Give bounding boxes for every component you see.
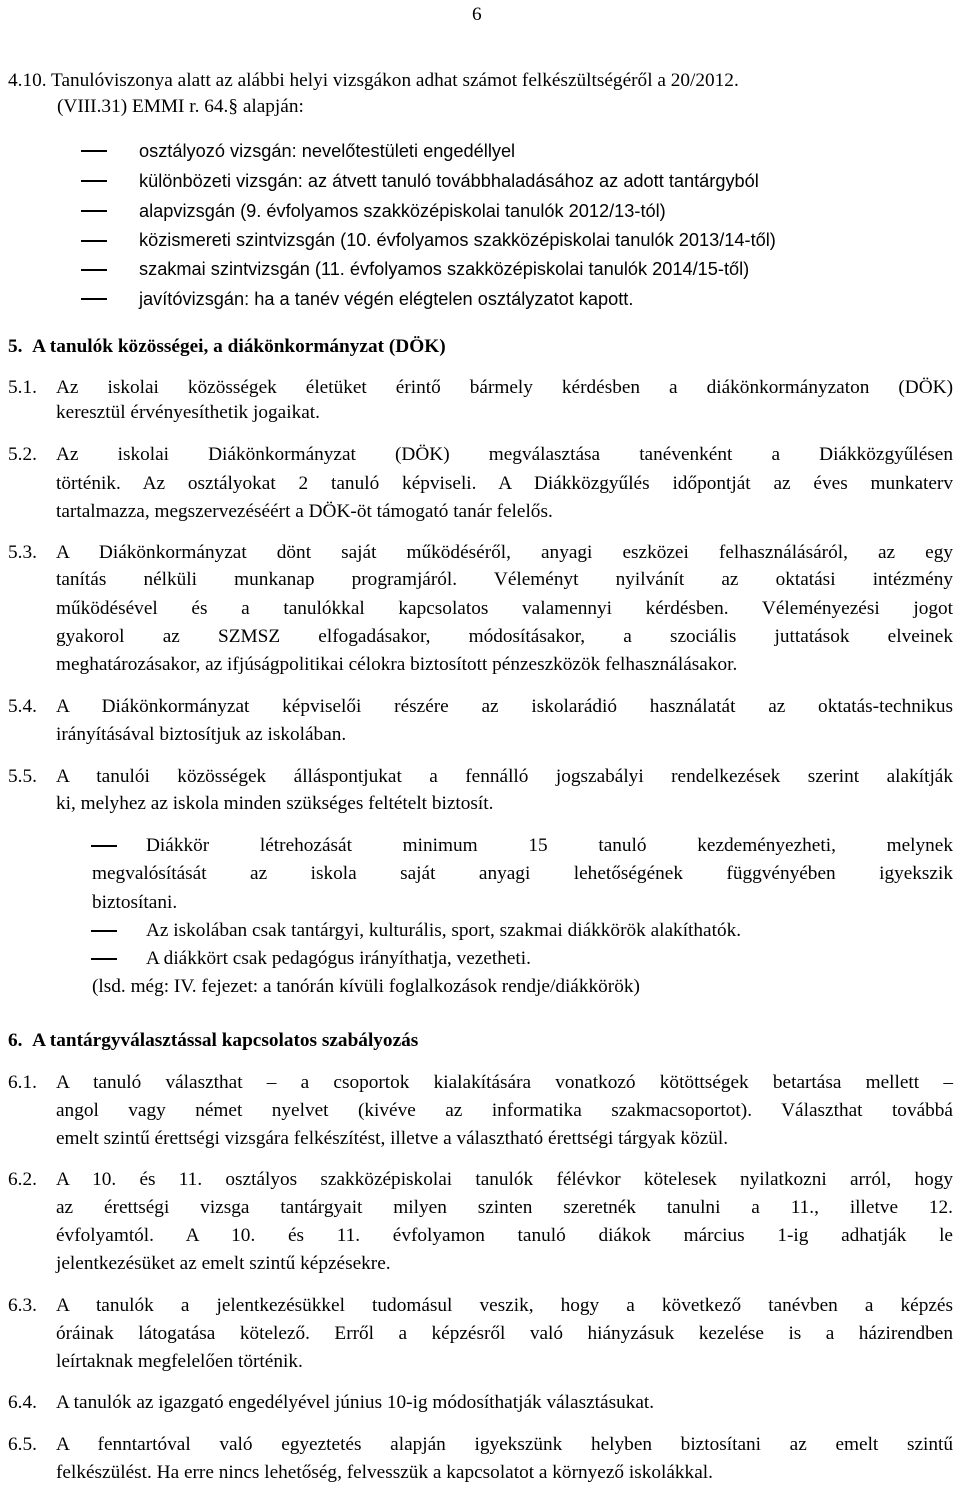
text-line: évfolyamtól. A 10. és 11. évfolyamon tanuló diákok március 1-ig adhatják le [56,1225,953,1246]
text-line: megvalósítását az iskola saját anyagi lehetőségének függvényében igyekszik [92,863,953,884]
text-line: emelt szintű érettségi vizsgára felkészítést, illetve a választható érettségi tárgyak közül. [56,1128,729,1149]
section-heading-5 [8,334,446,360]
text-line: angol vagy német nyelvet (kivéve az informatika szakmacsoportot). Választhat továbbá [56,1100,953,1121]
text-line: A Diákönkormányzat dönt saját működéséről, anyagi eszközei felhasználásáról, az egy [56,542,953,563]
text-line: A Diákönkormányzat képviselői részére az iskolarádió használatát az oktatás-technikus [56,696,953,717]
list-item: különbözeti vizsgán: az átvett tanuló továbbhaladásához az adott tantárgyból [139,171,759,191]
dash-bullet-icon [81,210,107,212]
text-line: felkészülést. Ha erre nincs lehetőség, felvesszük a kapcsolatot a környező iskolákkal. [56,1462,713,1483]
text-line: Az iskolai Diákönkormányzat (DÖK) megválasztása tanévenként a Diákközgyűlésen [56,444,953,465]
text-line: biztosítani. [92,892,178,913]
paragraph-number: 5.3. [8,542,37,563]
text-line: A tanulók az igazgató engedélyével június 10-ig módosíthatják választásukat. [56,1392,655,1413]
dash-bullet-icon [81,150,107,152]
text-line: irányításával biztosítjuk az iskolában. [56,724,347,745]
page-number: 6 [472,4,482,25]
dash-bullet-icon [81,180,107,182]
paragraph-number: 5.1. [8,377,37,398]
heading-title: A tantárgyválasztással kapcsolatos szabályozás [32,1030,419,1051]
paragraph-number: 5.4. [8,696,37,717]
text-line: óráinak látogatása kötelező. Erről a képzésről való hiányzásuk kezelése is a házirendben [56,1323,953,1344]
paragraph-number: 6.4. [8,1392,37,1413]
text-line: történik. Az osztályokat 2 tanuló képviseli. A Diákközgyűlés időpontját az éves munkaterv [56,473,953,494]
list-item: A diákkört csak pedagógus irányíthatja, vezetheti. [146,948,531,969]
list-item: Az iskolában csak tantárgyi, kulturális, sport, szakmai diákkörök alakíthatók. [146,920,742,941]
text-line: tanítás nélküli munkanap programjáról. Véleményt nyilvánít az oktatási intézmény [56,569,953,590]
list-item: osztályozó vizsgán: nevelőtestületi engedéllyel [139,141,516,161]
text-line: működésével és a tanulókkal kapcsolatos valamennyi kérdésben. Véleményezési jogot [56,598,953,619]
paragraph-number: 6.5. [8,1434,37,1455]
list-item: közismereti szintvizsgán (10. évfolyamos szakközépiskolai tanulók 2013/14-től) [139,230,776,250]
paragraph-number: 5.2. [8,444,37,465]
text-line: Az iskolai közösségek életüket érintő bármely kérdésben a diákönkormányzaton (DÖK) [56,377,953,398]
heading-number: 5. [8,336,23,357]
dash-bullet-icon [91,845,117,847]
text-line: A fenntartóval való egyeztetés alapján igyekszünk helyben biztosítani az emelt szintű [56,1434,953,1455]
paragraph-number: 6.3. [8,1295,37,1316]
paragraph-number: 6.1. [8,1072,37,1093]
dash-bullet-icon [81,298,107,300]
text-line: (lsd. még: IV. fejezet: a tanórán kívüli foglalkozások rendje/diákkörök) [92,976,640,997]
text-line: tartalmazza, megszervezéséért a DÖK-öt támogató tanár felelős. [56,501,553,522]
dash-bullet-icon [91,958,117,960]
list-item: javítóvizsgán: ha a tanév végén elégtelen osztályzatot kapott. [139,289,634,309]
text-line: A tanulói közösségek álláspontjukat a fennálló jogszabályi rendelkezések szerint alakítják [56,766,953,787]
dash-bullet-icon [81,240,107,242]
text-line: A tanulók a jelentkezésükkel tudomásul veszik, hogy a következő tanévben a képzés [56,1295,953,1316]
text-line: jelentkezésüket az emelt szintű képzésekre. [56,1253,391,1274]
text-line: leírtaknak megfelelően történik. [56,1351,303,1372]
text-line: meghatározásakor, az ifjúságpolitikai célokra biztosított pénzeszközök felhasználásakor. [56,654,738,675]
heading-number: 6. [8,1030,23,1051]
text-line: gyakorol az SZMSZ elfogadásakor, módosításakor, a szociális juttatások elveinek [56,626,953,647]
dash-bullet-icon [81,269,107,271]
heading-title: A tanulók közösségei, a diákönkormányzat (DÖK) [32,336,446,357]
text-line: 4.10. Tanulóviszonya alatt az alábbi helyi vizsgákon adhat számot felkészültségéről a 20/2012. [8,70,739,91]
section-heading-6 [8,1028,418,1054]
text-line: ki, melyhez az iskola minden szükséges feltételt biztosít. [56,793,494,814]
text-line: A 10. és 11. osztályos szakközépiskolai tanulók félévkor kötelesek nyilatkozni arról, hogy [56,1169,953,1190]
list-item: Diákkör létrehozását minimum 15 tanuló kezdeményezheti, melynek [146,835,953,856]
text-line: az érettségi vizsga tantárgyait milyen szinten szeretnék tanulni a 11., illetve 12. [56,1197,953,1218]
paragraph-number: 6.2. [8,1169,37,1190]
dash-bullet-icon [91,930,117,932]
text-line: keresztül érvényesíthetik jogaikat. [56,402,320,423]
text-line: A tanuló választhat – a csoportok kialakítására vonatkozó kötöttségek betartása mellett – [56,1072,953,1093]
text-line: (VIII.31) EMMI r. 64.§ alapján: [57,96,304,117]
list-item: szakmai szintvizsgán (11. évfolyamos szakközépiskolai tanulók 2014/15-től) [139,259,750,279]
list-item: alapvizsgán (9. évfolyamos szakközépiskolai tanulók 2012/13-tól) [139,201,666,221]
paragraph-number: 5.5. [8,766,37,787]
